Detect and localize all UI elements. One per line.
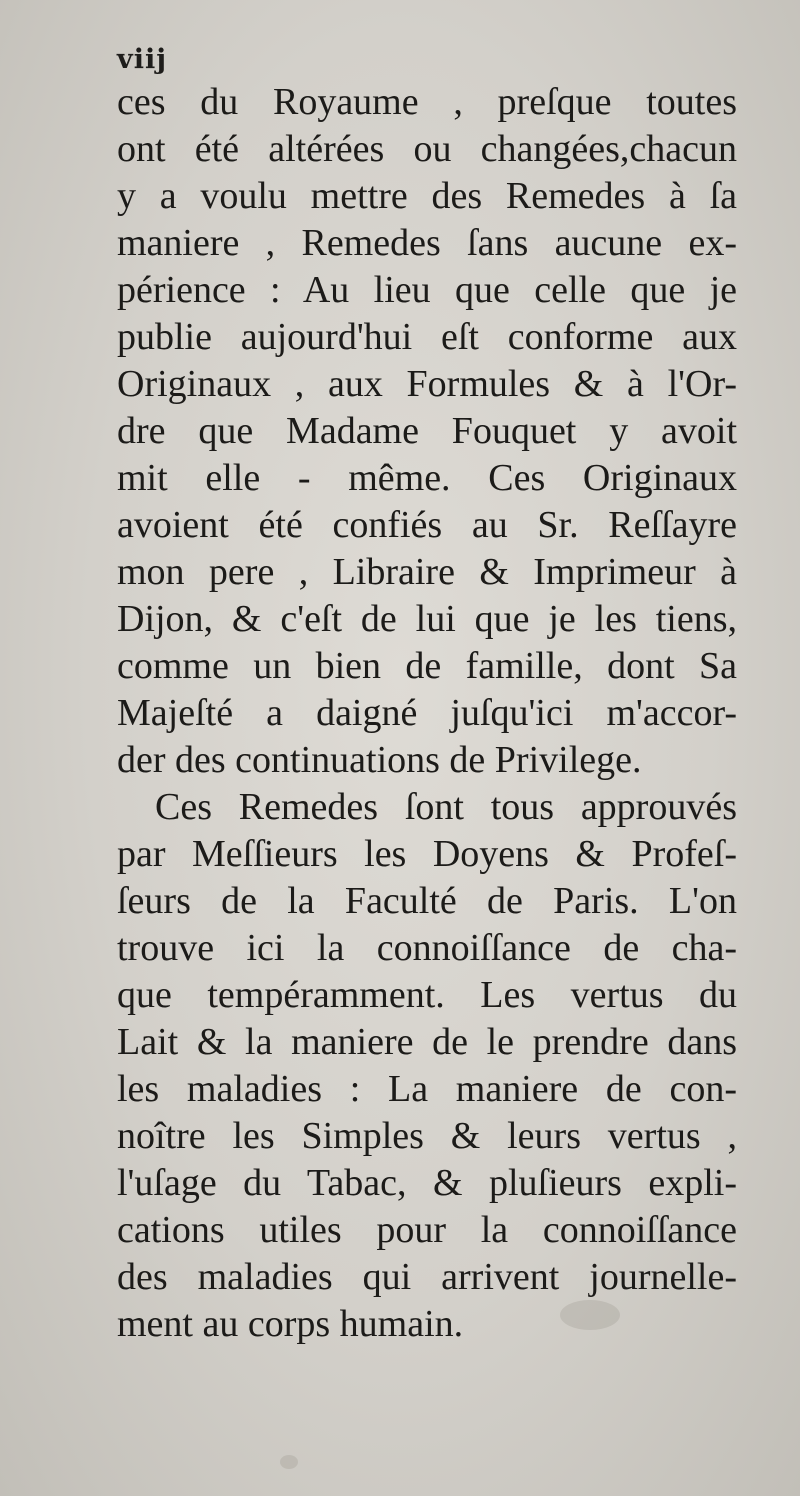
- text-line: les maladies : La maniere de con-: [117, 1068, 737, 1110]
- text-line: ſeurs de la Faculté de Paris. L'on: [117, 880, 737, 922]
- text-line: dre que Madame Fouquet y avoit: [117, 410, 737, 452]
- text-line: trouve ici la connoiſſance de cha-: [117, 927, 737, 969]
- text-line: Lait & la maniere de le prendre dans: [117, 1021, 737, 1063]
- text-line: publie aujourd'hui eſt conforme aux: [117, 316, 737, 358]
- text-line: avoient été confiés au Sr. Reſſayre: [117, 504, 737, 546]
- text-line: der des continuations de Privilege.: [117, 739, 642, 781]
- text-line: comme un bien de famille, dont Sa: [117, 645, 737, 687]
- text-line: mit elle - même. Ces Originaux: [117, 457, 737, 499]
- text-line: maniere , Remedes ſans aucune ex-: [117, 222, 737, 264]
- text-line: des maladies qui arrivent journelle-: [117, 1256, 737, 1298]
- text-line: mon pere , Libraire & Imprimeur à: [117, 551, 737, 593]
- text-line: Dijon, & c'eſt de lui que je les tiens,: [117, 598, 737, 640]
- text-line: ment au corps humain.: [117, 1303, 464, 1345]
- paper-stain: [280, 1455, 298, 1469]
- text-line: Originaux , aux Formules & à l'Or-: [117, 363, 737, 405]
- page-number: viij: [117, 44, 167, 75]
- text-line: y a voulu mettre des Remedes à ſa: [117, 175, 737, 217]
- text-line: que tempéramment. Les vertus du: [117, 974, 737, 1016]
- text-line: l'uſage du Tabac, & pluſieurs expli-: [117, 1162, 737, 1204]
- text-line: périence : Au lieu que celle que je: [117, 269, 737, 311]
- text-line: Majeſté a daigné juſqu'ici m'accor-: [117, 692, 737, 734]
- text-line: ces du Royaume , preſque toutes: [117, 81, 737, 123]
- text-line: cations utiles pour la connoiſſance: [117, 1209, 737, 1251]
- text-line: noître les Simples & leurs vertus ,: [117, 1115, 737, 1157]
- text-line: par Meſſieurs les Doyens & Profeſ-: [117, 833, 737, 875]
- text-line: ont été altérées ou changées,chacun: [117, 128, 737, 170]
- text-line: Ces Remedes ſont tous approuvés: [155, 786, 737, 828]
- body-text: [117, 79, 737, 1348]
